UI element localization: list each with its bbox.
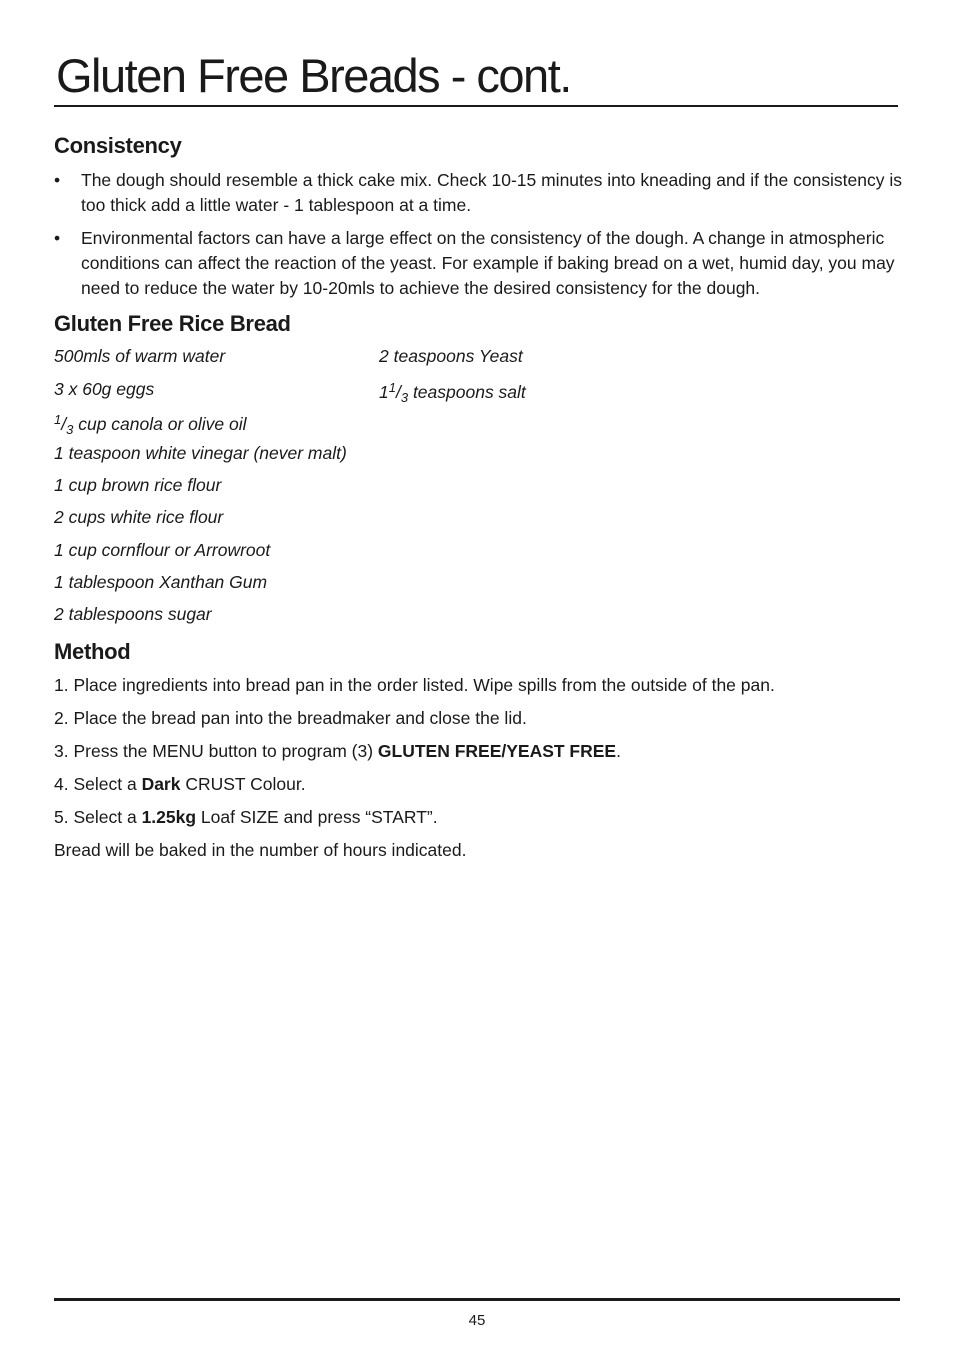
step-text: . bbox=[616, 741, 621, 761]
ingredient-item: 1 teaspoon white vinegar (never malt) bbox=[54, 443, 347, 463]
ingredient-text: teaspoons salt bbox=[408, 382, 526, 402]
step-emphasis: GLUTEN FREE/YEAST FREE bbox=[377, 741, 617, 761]
method-step: 2. Place the bread pan into the breadmaker and close the lid. bbox=[54, 708, 527, 728]
ingredient-item: 1 cup brown rice flour bbox=[54, 475, 222, 495]
bullet-icon: • bbox=[54, 228, 61, 248]
page-title: Gluten Free Breads - cont. bbox=[56, 49, 571, 102]
ingredient-item-fraction: $1^1/_3$ teaspoons salt bbox=[379, 380, 526, 405]
method-step: 1. Place ingredients into bread pan in the order listed. Wipe spills from the outside of the pan. bbox=[54, 675, 775, 695]
fraction-denominator: 3 bbox=[400, 390, 409, 405]
ingredient-item: 1 tablespoon Xanthan Gum bbox=[54, 572, 268, 592]
fraction-denominator: 3 bbox=[66, 422, 74, 437]
method-step bbox=[54, 809, 438, 827]
ingredient-item: 2 teaspoons Yeast bbox=[379, 346, 523, 366]
method-heading: Method bbox=[54, 639, 131, 664]
consistency-list bbox=[54, 168, 902, 309]
ingredient-item-fraction: $^1/_3$ cup canola or olive oil bbox=[54, 412, 247, 437]
ingredient-item: 2 cups white rice flour bbox=[54, 507, 224, 527]
step-emphasis: Dark bbox=[141, 774, 181, 794]
ingredient-item: 500mls of warm water bbox=[54, 346, 226, 366]
step-emphasis: 1.25kg bbox=[141, 807, 197, 827]
method-step bbox=[54, 743, 621, 761]
method-closing-note: Bread will be baked in the number of hours indicated. bbox=[54, 840, 467, 860]
step-text: Loaf SIZE and press “START”. bbox=[196, 807, 438, 827]
method-step bbox=[54, 776, 306, 794]
step-text: 5. Select a bbox=[54, 807, 142, 827]
step-text: 3. Press the MENU button to program (3) bbox=[54, 741, 378, 761]
bullet-text: Environmental factors can have a large effect on the consistency of the dough. A change in atmospheric conditions can affect the reaction of the yeast. For example if baking bread on a wet, humid day, you may need to reduce the water by 10-20mls to achieve the desired consistency for the dough. bbox=[81, 228, 895, 298]
fraction-numerator: 1 bbox=[54, 412, 62, 427]
step-text: 4. Select a bbox=[54, 774, 142, 794]
fraction-numerator: 1 bbox=[388, 380, 396, 395]
list-item bbox=[54, 168, 902, 218]
fraction-whole: 1 bbox=[379, 382, 389, 402]
bullet-text: The dough should resemble a thick cake mix. Check 10-15 minutes into kneading and if the consistency is too thick add a little water - 1 tablespoon at a time. bbox=[81, 170, 903, 215]
title-divider bbox=[54, 105, 898, 107]
step-text: CRUST Colour. bbox=[180, 774, 306, 794]
bullet-icon: • bbox=[54, 170, 61, 190]
page-number: 45 bbox=[468, 1312, 486, 1329]
ingredient-item: 2 tablespoons sugar bbox=[54, 604, 212, 624]
footer-divider bbox=[54, 1298, 900, 1301]
ingredient-item: 3 x 60g eggs bbox=[54, 379, 155, 399]
ingredient-text: cup canola or olive oil bbox=[73, 414, 247, 434]
consistency-heading: Consistency bbox=[54, 133, 182, 158]
recipe-heading: Gluten Free Rice Bread bbox=[54, 311, 291, 336]
ingredient-item: 1 cup cornflour or Arrowroot bbox=[54, 540, 271, 560]
list-item bbox=[54, 226, 902, 301]
